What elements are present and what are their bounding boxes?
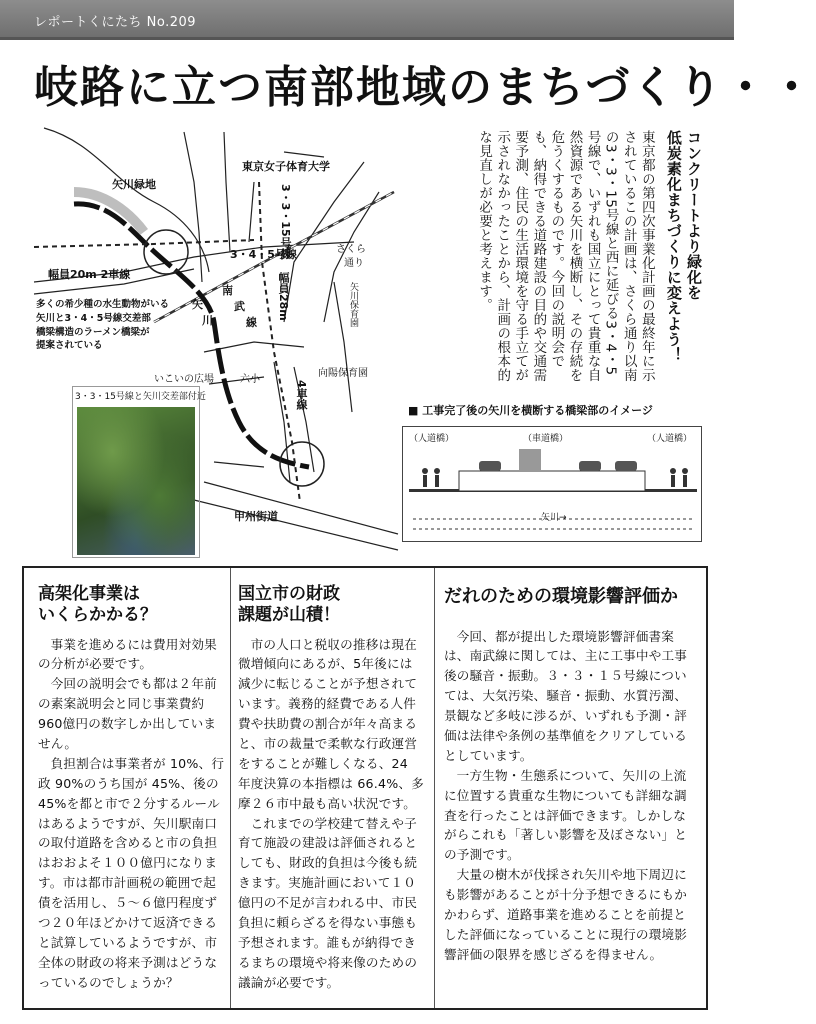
bottom-articles [22,566,708,1010]
label-width-20m: 幅員20m 2車線 [48,268,131,281]
label-sidewalk-left: （人道橋） [409,434,455,444]
label-koshu-kaido: 甲州街道 [234,510,278,523]
label-yagawa-ryokuchi: 矢川緑地 [112,178,156,191]
vertical-headline: コンクリートより緑化を 低炭素化まちづくりに変えよう！ [664,130,703,363]
map-callout: 多くの希少種の水生動物がいる 矢川と3・4・5号線交差部 橋梁構造のラーメン橋梁が 提案されている [36,299,170,352]
label-sakura: さくら [336,244,366,255]
label-yagawa-hoikuen: 矢川保育園 [348,282,358,327]
label-bu: 武 [234,300,245,313]
label-tokyo-joshi: 東京女子体育大学 [242,160,330,173]
article-environmental-assessment [444,568,694,1008]
diagram-title: ■ 工事完了後の矢川を横断する橋梁部のイメージ [408,404,653,417]
column-divider [434,568,435,1008]
label-koyo-hoikuen: 向陽保育園 [318,368,368,379]
article-heading: 高架化事業は いくらかかる？ [38,584,157,626]
article-heading: 国立市の財政 課題が山積！ [238,584,340,626]
vertical-article [408,130,704,388]
header-bar [0,0,734,40]
label-lanes-4: 4車線 [295,380,308,410]
label-street: 通り [344,258,364,269]
area-map [34,122,398,558]
label-ikoi: いこいの広場 [154,374,214,385]
article-elevation-cost [38,568,226,1008]
label-sidewalk-right: （人道橋） [647,434,693,444]
bridge-drawing [403,427,703,543]
river-photo [77,407,195,555]
bridge-diagram [402,426,702,542]
label-sen: 線 [246,316,257,329]
photo-caption: 3・3・15号線と矢川交差部付近 [75,392,206,402]
river-photo-box [72,386,206,558]
page-title: 岐路に立つ南部地域のまちづくり・・ [34,62,816,113]
article-body: 事業を進めるには費用対効果の分析が必要です。 今回の説明会でも都は２年前の素案説明会と同じ事業費約960億円の数字しか出していません。 負担割合は事業者が 10%、行政 90%のうち国が 45%、後の45%を都と市で２分するルールはあるようですが、矢川駅南口の取付道路を含めると市の負担はおおよそ１００億円になります。市は都市計画税の範囲で起債を活用し、５～６億円程度ずつ２０年ほどかけて返済できると試算しているようですが、市全体の財政の将来予測はどうなっているのでしょうか？ [38,636,225,990]
label-route-345: 3・4・5号線 [230,248,297,261]
label-route-3315: 3・3・15号線 [279,184,292,259]
article-heading: だれのための環境影響評価か [444,586,678,607]
article-body: 市の人口と税収の推移は現在微増傾向にあるが、5年後には減少に転じることが予想されています。義務的経費である人件費や扶助費の割合が年々高まると、市の裁量で柔軟な行政運営をすることが難しくなる、24 年度決算の本指標は 66.4%、多摩２６市中最も高い状況です。 これまでの学校建て替えや子育て施設の建設は評価されるとしても、財政的負担は今後も続きます。実施計画において１０億円の不足が言われる中、市民負担に頼らざるを得ない事態も予想されます。誰もが納得できるまちの環境や将来像のための議論が必要です。 [238,636,424,990]
column-divider [230,568,231,1008]
label-ya: 矢 [192,298,203,311]
label-roadway: （車道橋） [523,434,569,444]
label-rokusho: 六小 [240,374,260,385]
label-minami: 南 [222,284,233,297]
label-width-28m: 幅員28m [277,272,290,321]
article-city-finance [238,568,424,1008]
label-river: 矢川→ [541,513,567,523]
label-kawa: 川 [202,314,213,327]
article-body: 今回、都が提出した環境影響評価書案は、南武線に関しては、主に工事中や工事後の騒音・振動。３・３・１５号線については、大気汚染、騒音・振動、水質汚濁、景観など多岐に渉るが、いずれも予測・評価は法律や条例の基準値をクリアしているとしています。 一方生物・生態系について、矢川の上流に位置する貴重な生物についても詳細な調査を行ったことは評価できます。しかしながらこれも「著しい影響を及ぼさない」との予測です。 大量の樹木が伐採され矢川や地下周辺にも影響があることが十分予想できるにもかかわらず、道路事業を進めることを前提とした評価になっていることに現行の環境影響評価の限界を感じざるを得ません。 [444,628,688,962]
vertical-body: 東京都の第四次事業化計画の最終年に示されているこの計画は、さくら通り以南の3・3・15号線と西に延びる3・4・5号線で、いずれも国立にとって貴重な自然資源である矢川を横断し、その存続を危うくするものです。今回の説明会でも、納得できる道路建設の目的や交通需要予測、住民の生活環境を守る手立てが示されなかったことから、計画の根本的な見直しが必要と考えます。 [476,130,655,382]
issue-label: レポートくにたち No.209 [34,15,197,30]
